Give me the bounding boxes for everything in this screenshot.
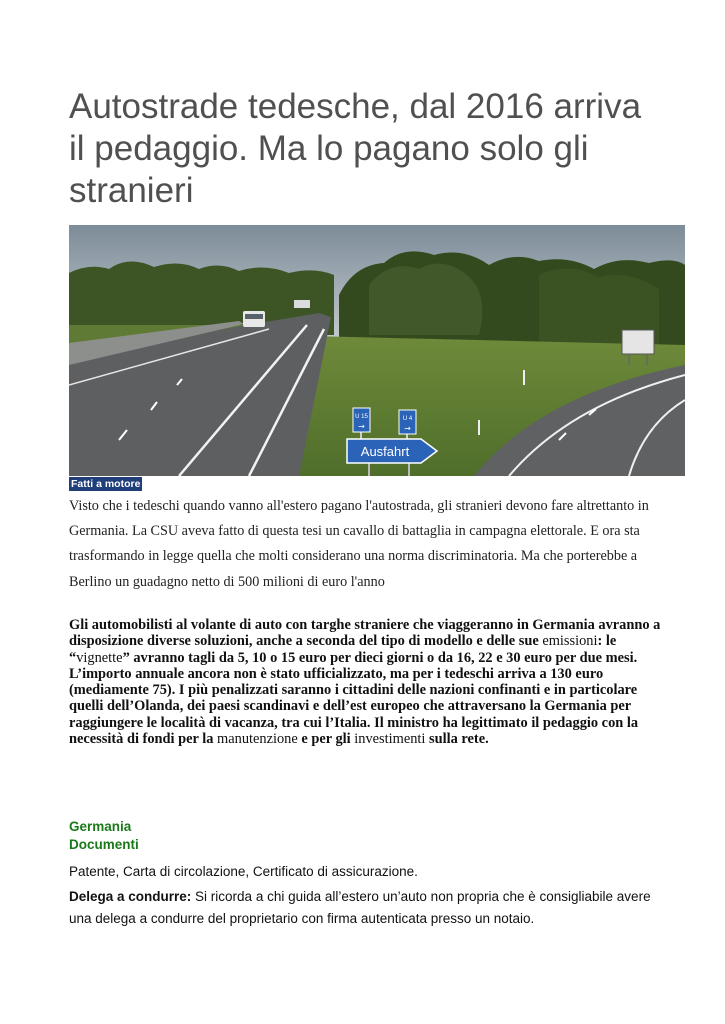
sign-left-label: U 15 — [355, 414, 368, 420]
exit-sign-label: Ausfahrt — [360, 444, 410, 459]
body-part-1: Gli automobilisti al volante di auto con targhe straniere che viaggeranno in Germania avranno a disposizione diverse soluzioni, anche a seconda del tipo di modello e delle sue — [69, 617, 661, 650]
vignette-link[interactable]: vignette — [76, 649, 123, 666]
section-subtitle: Documenti — [69, 837, 139, 852]
article-photo — [69, 225, 685, 476]
delega-paragraph — [69, 886, 669, 929]
body-part-5: sulla rete. — [425, 731, 489, 748]
photo-caption: Fatti a motore — [71, 478, 141, 490]
article-intro: Visto che i tedeschi quando vanno all'estero pagano l'autostrada, gli stranieri devono fare altrettanto in Germania. La CSU aveva fatto di questa tesi un cavallo di battaglia in campagna elettorale. E ora sta trasformando in legge quella che molti considerano una norma discriminatoria. Ma che porterebbe a Berlino un guadagno netto di 500 milioni di euro l'anno — [69, 498, 649, 590]
body-part-2: : le “ — [69, 633, 617, 666]
article-body — [69, 617, 669, 747]
section-country: Germania — [69, 819, 132, 834]
manutenzione-link[interactable]: manutenzione — [217, 731, 298, 748]
investimenti-link[interactable]: investimenti — [354, 731, 426, 748]
country-section-heading — [69, 818, 139, 854]
body-part-4: e per gli — [297, 731, 355, 748]
sign-right-label: U 4 — [402, 416, 413, 422]
body-part-3: ” avranno tagli da 5, 10 o 15 euro per dieci giorni o da 16, 22 e 30 euro per due mesi. L’importo annuale ancora non è stato ufficializzato, ma per i tedeschi arriva a 130 euro (mediamente 75). I più penalizzati saranno i cittadini delle nazioni confinanti e in particolare quelli dell’Olanda, dei paesi scandinavi e dell’est europeo che attraversano la Germania per raggiungere le località di vacanza, tra cui l’Italia. Il ministro ha legittimato il pedaggio con la necessità di fondi per la — [69, 649, 639, 748]
delega-label: Delega a condurre: — [69, 889, 192, 904]
documents-list: Patente, Carta di circolazione, Certificato di assicurazione. — [69, 864, 418, 879]
svg-text:→: → — [358, 422, 365, 431]
delega-text: Si ricorda a chi guida all’estero un’auto non propria che è consigliabile avere una delega a condurre del proprietario con firma autenticata presso un notaio. — [69, 889, 651, 926]
svg-text:→: → — [404, 424, 411, 433]
emissioni-link[interactable]: emissioni — [542, 633, 598, 650]
article-title: Autostrade tedesche, dal 2016 arriva il pedaggio. Ma lo pagano solo gli stranieri — [69, 87, 642, 210]
